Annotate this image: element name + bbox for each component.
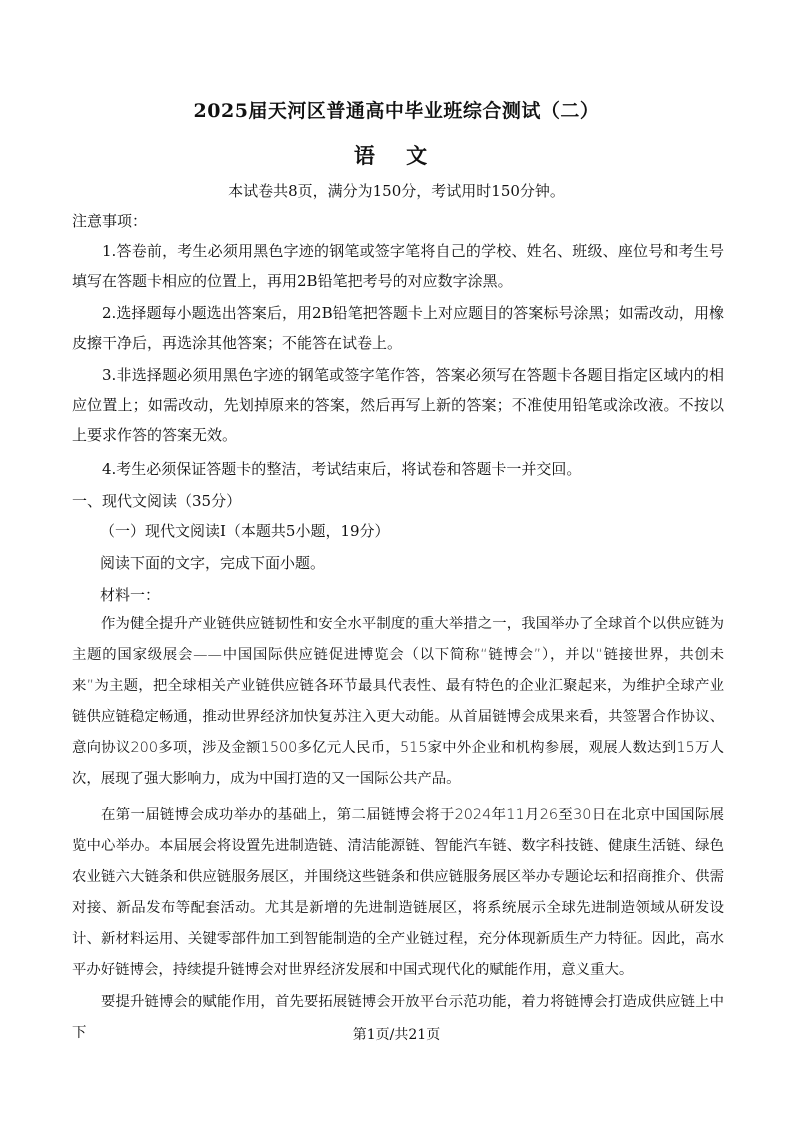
material-label: 材料一： bbox=[100, 586, 161, 604]
note-item-2: 2.选择题每小题选出答案后，用2B铅笔把答题卡上对应题目的答案标号涂黑；如需改动，用橡皮擦干净后，再选涂其他答案；不能答在试卷上。 bbox=[72, 304, 724, 352]
note-item-3: 3.非选择题必须用黑色字迹的钢笔或签字笔作答，答案必须写在答题卡各题目指定区域内的相应位置上；如需改动，先划掉原来的答案，然后再写上新的答案；不准使用铅笔或涂改液。不按以上要求作答的答案无效。 bbox=[72, 366, 724, 444]
note-item-1: 1.答卷前，考生必须用黑色字迹的钢笔或签字笔将自己的学校、姓名、班级、座位号和考生号填写在答题卡相应的位置上，再用2B铅笔把考号的对应数字涂黑。 bbox=[72, 242, 724, 290]
page-number: 第1页/共21页 bbox=[352, 1027, 441, 1043]
exam-intro: 本试卷共8页，满分为150分，考试用时150分钟。 bbox=[228, 182, 565, 200]
subsection-heading: （一）现代文阅读Ⅰ（本题共5小题，19分） bbox=[100, 522, 390, 540]
material-paragraph-2: 在第一届链博会成功举办的基础上，第二届链博会将于2024年11月26至30日在北京中国国际展览中心举办。本届展会将设置先进制造链、清洁能源链、智能汽车链、数字科技链、健康生活链、绿色农业链六大链条和供应链服务展区，并围绕这些链条和供应链服务展区举办专题论坛和招商推介、供需对接、新品发布等配套活动。尤其是新增的先进制造链展区，将系统展示全球先进制造领域从研发设计、新材料运用、关键零部件加工到智能制造的全产业链过程，充分体现新质生产力特征。因此，高水平办好链博会，持续提升链博会对世界经济发展和中国式现代化的赋能作用，意义重大。 bbox=[72, 807, 724, 978]
section-heading: 一、现代文阅读（35分） bbox=[72, 492, 242, 510]
note-item-4: 4.考生必须保证答题卡的整洁，考试结束后，将试卷和答题卡一并交回。 bbox=[102, 460, 582, 478]
material-paragraph-3: 要提升链博会的赋能作用，首先要拓展链博会开放平台示范功能，着力将链博会打造成供应链上中下 bbox=[72, 994, 724, 1041]
subject-title: 语 文 bbox=[353, 143, 440, 168]
reading-instruction: 阅读下面的文字，完成下面小题。 bbox=[100, 554, 326, 572]
notes-heading: 注意事项： bbox=[72, 212, 148, 230]
material-paragraph-1: 作为健全提升产业链供应链韧性和安全水平制度的重大举措之一，我国举办了全球首个以供应链为主题的国家级展会——中国国际供应链促进博览会（以下简称“链博会”），并以“链接世界，共创未来”为主题，把全球相关产业链供应链各环节最具代表性、最有特色的企业汇聚起来，为维护全球产业链供应链稳定畅通，推动世界经济加快复苏注入更大动能。从首届链博会成果来看，共签署合作协议、意向协议200多项，涉及金额1500多亿元人民币，515家中外企业和机构参展，观展人数达到15万人次，展现了强大影响力，成为中国打造的又一国际公共产品。 bbox=[72, 616, 724, 787]
exam-title: 2025届天河区普通高中毕业班综合测试（二） bbox=[193, 100, 600, 122]
